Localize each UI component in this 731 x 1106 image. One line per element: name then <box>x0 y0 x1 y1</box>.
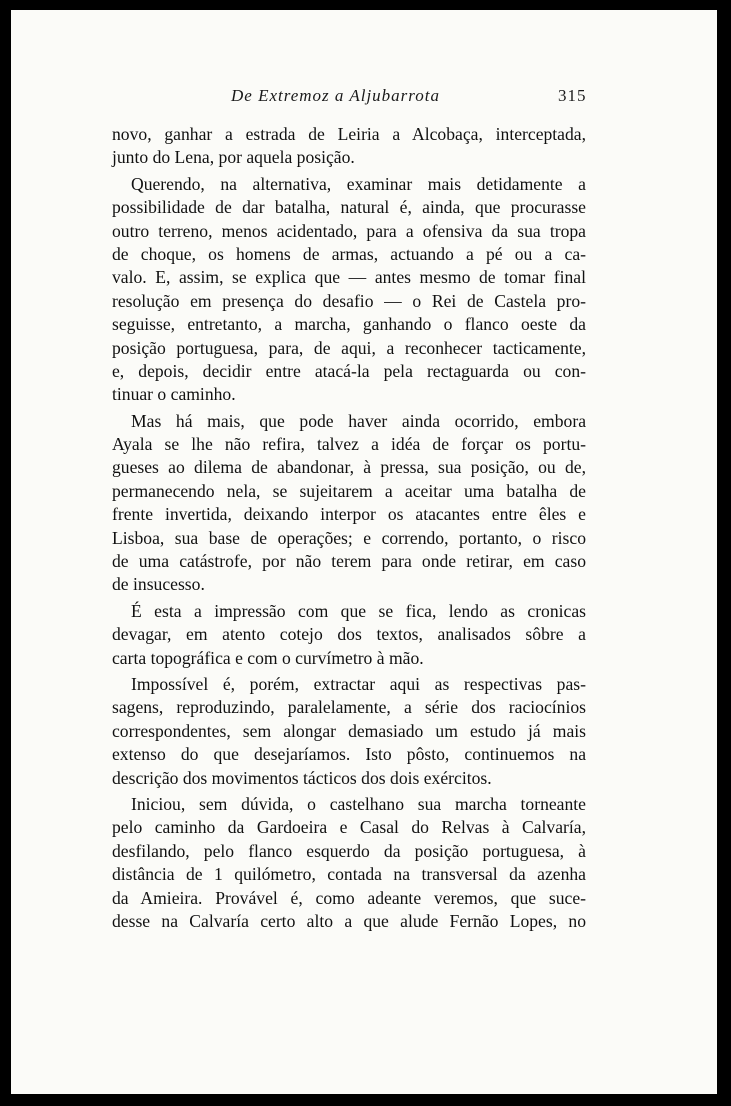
text-line: Lisboa, sua base de operações; e correndo, portanto, o risco <box>112 527 586 548</box>
text-line: descrição dos movimentos tácticos dos dois exércitos. <box>112 767 492 788</box>
body-text <box>112 123 586 933</box>
text-line: pelo caminho da Gardoeira e Casal do Relvas à Calvaría, <box>112 817 586 838</box>
paragraph <box>112 793 586 933</box>
book-page <box>11 10 717 1094</box>
text-line: de choque, os homens de armas, actuando a pé ou a ca- <box>112 243 586 264</box>
text-line: Mas há mais, que pode haver ainda ocorrido, embora <box>131 410 586 431</box>
text-line: extenso do que desejaríamos. Isto pôsto, continuemos na <box>112 744 586 765</box>
text-line: carta topográfica e com o curvímetro à mão. <box>112 647 424 668</box>
page-number: 315 <box>558 86 587 105</box>
text-line: Ayala se lhe não refira, talvez a idéa de forçar os portu- <box>112 434 586 455</box>
running-title: De Extremoz a Aljubarrota <box>231 86 440 105</box>
text-line: outro terreno, menos acidentado, para a ofensiva da sua tropa <box>112 220 586 241</box>
text-line: permanecendo nela, se sujeitarem a aceitar uma batalha de <box>112 480 586 501</box>
text-line: e, depois, decidir entre atacá-la pela rectaguarda ou con- <box>112 360 586 381</box>
paragraph <box>112 600 586 670</box>
text-line: sagens, reproduzindo, paralelamente, a série dos raciocínios <box>112 697 586 718</box>
text-line: Iniciou, sem dúvida, o castelhano sua marcha torneante <box>131 793 586 814</box>
text-line: desse na Calvaría certo alto a que alude Fernão Lopes, no <box>112 910 586 931</box>
text-line: seguisse, entretanto, a marcha, ganhando o flanco oeste da <box>112 314 586 335</box>
text-line: novo, ganhar a estrada de Leiria a Alcobaça, interceptada, <box>112 124 586 144</box>
paragraph <box>112 123 586 170</box>
text-line: gueses ao dilema de abandonar, à pressa, sua posição, ou de, <box>112 457 586 478</box>
text-line: desfilando, pelo flanco esquerdo da posição portuguesa, à <box>112 840 586 861</box>
text-line: Impossível é, porém, extractar aqui as respectivas pas- <box>131 673 586 694</box>
text-line: possibilidade de dar batalha, natural é, ainda, que procurasse <box>112 197 586 218</box>
text-line: devagar, em atento cotejo dos textos, analisados sôbre a <box>112 624 586 645</box>
text-line: Querendo, na alternativa, examinar mais detidamente a <box>131 173 586 194</box>
text-line: resolução em presença do desafio — o Rei de Castela pro- <box>112 290 586 311</box>
text-line: de insucesso. <box>112 574 205 595</box>
page-header <box>11 86 717 110</box>
paragraph <box>112 173 586 407</box>
text-line: posição portuguesa, para, de aqui, a reconhecer tacticamente, <box>112 337 586 358</box>
paragraph <box>112 410 586 597</box>
text-line: É esta a impressão com que se fica, lendo as cronicas <box>131 600 586 621</box>
text-line: distância de 1 quilómetro, contada na transversal da azenha <box>112 864 586 885</box>
text-line: tinuar o caminho. <box>112 384 236 405</box>
text-line: correspondentes, sem alongar demasiado um estudo já mais <box>112 720 586 741</box>
text-line: frente invertida, deixando interpor os atacantes entre êles e <box>112 504 586 525</box>
paragraph <box>112 673 586 790</box>
text-line: junto do Lena, por aquela posição. <box>112 147 355 168</box>
text-line: de uma catástrofe, por não terem para onde retirar, em caso <box>112 551 586 572</box>
text-line: da Amieira. Provável é, como adeante veremos, que suce- <box>112 887 586 908</box>
text-line: valo. E, assim, se explica que — antes mesmo de tomar final <box>112 267 586 288</box>
